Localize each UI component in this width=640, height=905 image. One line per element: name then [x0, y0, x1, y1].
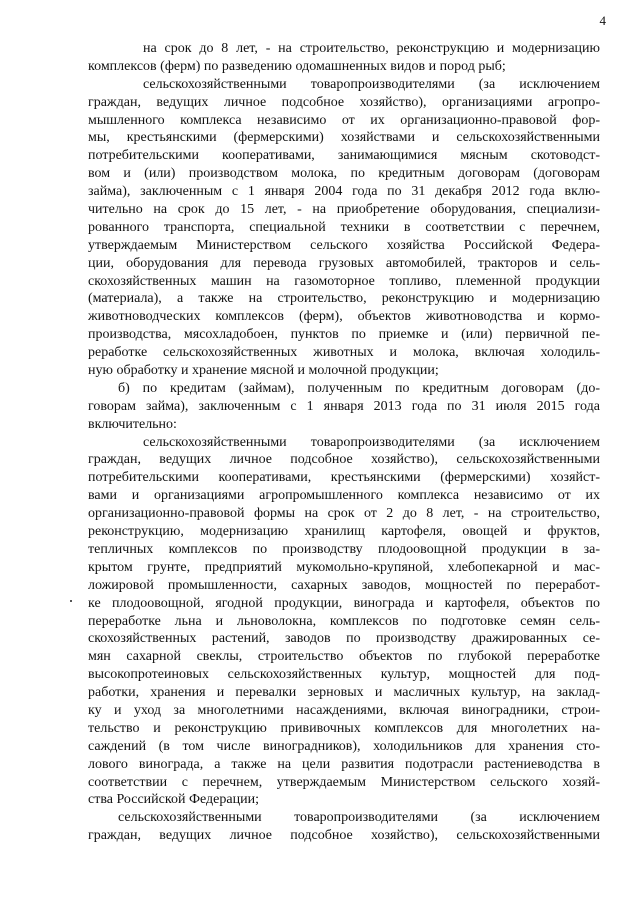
- text-line: рованного транспорта, специальной техники в соответствии с перечнем,: [88, 219, 600, 235]
- page-number: 4: [599, 13, 606, 28]
- text-line: скохозяйственных машин на газомоторное топливо, племенной продукции: [88, 273, 600, 289]
- text-line: граждан, ведущих личное подсобное хозяйство), сельскохозяйственными: [88, 452, 600, 468]
- text-line: переработке льна и льноволокна, комплексов по подготовке семян сель-: [88, 613, 600, 629]
- text-line: вами и организациями агропромышленного комплекса независимо от их: [88, 488, 600, 504]
- scan-speck: [70, 600, 72, 602]
- text-line: реработке сельскохозяйственных животных и молока, включая холодиль-: [88, 345, 600, 361]
- text-line: работки, хранения и перевалки зерновых и масличных культур, на заклад-: [88, 685, 600, 701]
- text-line: соответствии с перечнем, утверждаемым Министерством сельского хозяй-: [88, 774, 600, 790]
- text-line: говорам займа), заключенным с 1 января 2013 года по 31 июля 2015 года: [88, 398, 600, 414]
- text-line: организационно-правовой формы на срок от 2 до 8 лет, - на строительство,: [88, 506, 600, 522]
- body-text: [88, 40, 600, 845]
- text-line: сельскохозяйственными товаропроизводителями (за исключением: [143, 76, 600, 92]
- text-line: скохозяйственных растений, заводов по производству дражированных се-: [88, 631, 600, 647]
- text-line: крытом грунте, предприятий мукомольно-крупяной, хлебопекарной и мас-: [88, 559, 600, 575]
- text-line: ке плодоовощной, ягодной продукции, винограда и картофеля, объектов по: [88, 595, 600, 611]
- text-line: тепличных комплексов по производству плодоовощной продукции в за-: [88, 541, 600, 557]
- text-line: комплексов (ферм) по разведению одомашненных видов и пород рыб;: [88, 58, 506, 74]
- text-line: высокопротеиновых сельскохозяйственных культур, мощностей для под-: [88, 667, 600, 683]
- text-line: потребительскими кооперативами, крестьянскими (фермерскими) хозяйст-: [88, 470, 600, 486]
- text-line: вом и (или) производством молока, по кредитным договорам (договорам: [88, 166, 600, 182]
- text-line: включительно:: [88, 416, 177, 432]
- text-line: ную обработку и хранение мясной и молочной продукции;: [88, 363, 439, 379]
- text-line: граждан, ведущих личное подсобное хозяйство), организациями агропро-: [88, 94, 600, 110]
- text-line: утверждаемым Министерством сельского хозяйства Российской Федера-: [88, 237, 600, 253]
- text-line: тельство и реконструкцию прививочных комплексов для многолетних на-: [88, 720, 600, 736]
- text-line: б) по кредитам (займам), полученным по кредитным договорам (до-: [118, 380, 600, 396]
- text-line: ложировой промышленности, сахарных заводов, мощностей по переработ-: [88, 577, 600, 593]
- text-line: мян сахарной свеклы, строительство объектов по глубокой переработке: [88, 649, 600, 665]
- text-line: сельскохозяйственными товаропроизводителями (за исключением: [143, 434, 600, 450]
- text-line: мышленного комплекса независимо от их организационно-правовой фор-: [88, 112, 600, 128]
- text-line: ства Российской Федерации;: [88, 792, 259, 808]
- text-line: сельскохозяйственными товаропроизводителями (за исключением: [118, 810, 600, 826]
- text-line: саждений (в том числе виноградников), холодильников для хранения сто-: [88, 738, 600, 754]
- text-line: реконструкцию, модернизацию хранилищ картофеля, овощей и фруктов,: [88, 524, 600, 540]
- text-line: граждан, ведущих личное подсобное хозяйство), сельскохозяйственными: [88, 828, 600, 844]
- text-line: потребительскими кооперативами, занимающимися мясным скотоводст-: [88, 148, 600, 164]
- text-line: ции, оборудования для перевода грузовых автомобилей, тракторов и сель-: [88, 255, 600, 271]
- text-line: чительно на срок до 15 лет, - на приобретение оборудования, специализи-: [88, 202, 600, 218]
- text-line: ку и уход за многолетними насаждениями, включая виноградники, строи-: [88, 702, 600, 718]
- text-line: производства, мясохладобоен, пунктов по приемке и (или) первичной пе-: [88, 327, 600, 343]
- text-line: на срок до 8 лет, - на строительство, реконструкцию и модернизацию: [143, 41, 600, 56]
- text-line: лового винограда, а также на цели развития подотрасли растениеводства в: [88, 756, 600, 772]
- text-line: животноводческих комплексов (ферм), объектов животноводства и кормо-: [88, 309, 600, 325]
- text-line: (материала), а также на строительство, реконструкцию и модернизацию: [88, 291, 600, 307]
- text-line: займа), заключенным с 1 января 2004 года по 31 декабря 2012 года вклю-: [88, 184, 600, 200]
- text-line: мы, крестьянскими (фермерскими) хозяйствами и сельскохозяйственными: [88, 130, 600, 146]
